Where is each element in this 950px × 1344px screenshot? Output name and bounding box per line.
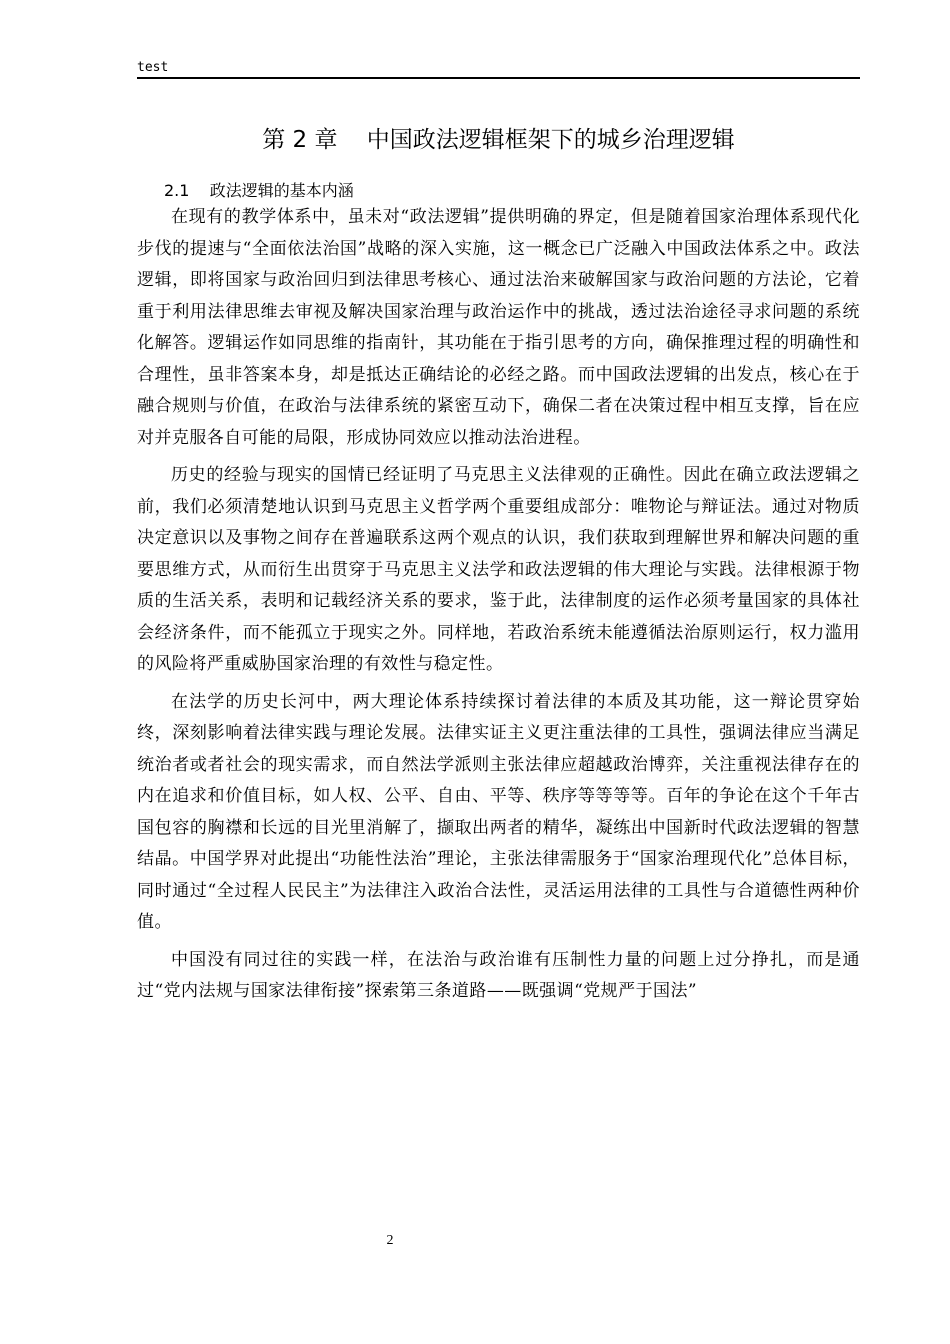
- paragraph-1: 在现有的教学体系中，虽未对“政法逻辑”提供明确的界定，但是随着国家治理体系现代化步伐的提速与“全面依法治国”战略的深入实施，这一概念已广泛融入中国政法体系之中。政法逻辑，即将国家与政治回归到法律思考核心、通过法治来破解国家与政治问题的方法论，它着重于利用法律思维去审视及解决国家治理与政治运作中的挑战，透过法治途径寻求问题的系统化解答。逻辑运作如同思维的指南针，其功能在于指引思考的方向，确保推理过程的明确性和合理性，虽非答案本身，却是抵达正确结论的必经之路。而中国政法逻辑的出发点，核心在于融合规则与价值，在政治与法律系统的紧密互动下，确保二者在决策过程中相互支撑，旨在应对并克服各自可能的局限，形成协同效应以推动法治进程。: [137, 207, 860, 448]
- paragraph-4: 中国没有同过往的实践一样，在法治与政治谁有压制性力量的问题上过分挣扎，而是通过“党内法规与国家法律衔接”探索第三条道路——既强调“党规严于国法”: [137, 949, 860, 1001]
- section-heading: 2.1 政法逻辑的基本内涵: [164, 181, 354, 200]
- page-number: 2: [386, 1233, 394, 1248]
- page-header: [137, 58, 860, 79]
- chapter-title: 第 2 章 中国政法逻辑框架下的城乡治理逻辑: [262, 127, 735, 153]
- body-text: [137, 202, 860, 1014]
- paragraph-3: 在法学的历史长河中，两大理论体系持续探讨着法律的本质及其功能，这一辩论贯穿始终，深刻影响着法律实践与理论发展。法律实证主义更注重法律的工具性，强调法律应当满足统治者或者社会的现实需求，而自然法学派则主张法律应超越政治博弈，关注重视法律存在的内在追求和价值目标，如人权、公平、自由、平等、秩序等等等等。百年的争论在这个千年古国包容的胸襟和长远的目光里消解了，撷取出两者的精华，凝练出中国新时代政法逻辑的智慧结晶。中国学界对此提出“功能性法治”理论，主张法律需服务于“国家治理现代化”总体目标，同时通过“全过程人民民主”为法律注入政治合法性，灵活运用法律的工具性与合道德性两种价值。: [137, 691, 860, 932]
- header-text: test: [137, 60, 169, 75]
- paragraph-2: 历史的经验与现实的国情已经证明了马克思主义法律观的正确性。因此在确立政法逻辑之前，我们必须清楚地认识到马克思主义哲学两个重要组成部分：唯物论与辩证法。通过对物质决定意识以及事物之间存在普遍联系这两个观点的认识，我们获取到理解世界和解决问题的重要思维方式，从而衍生出贯穿于马克思主义法学和政法逻辑的伟大理论与实践。法律根源于物质的生活关系，表明和记载经济关系的要求，鉴于此，法律制度的运作必须考量国家的具体社会经济条件，而不能孤立于现实之外。同样地，若政治系统未能遵循法治原则运行，权力滥用的风险将严重威胁国家治理的有效性与稳定性。: [137, 465, 860, 674]
